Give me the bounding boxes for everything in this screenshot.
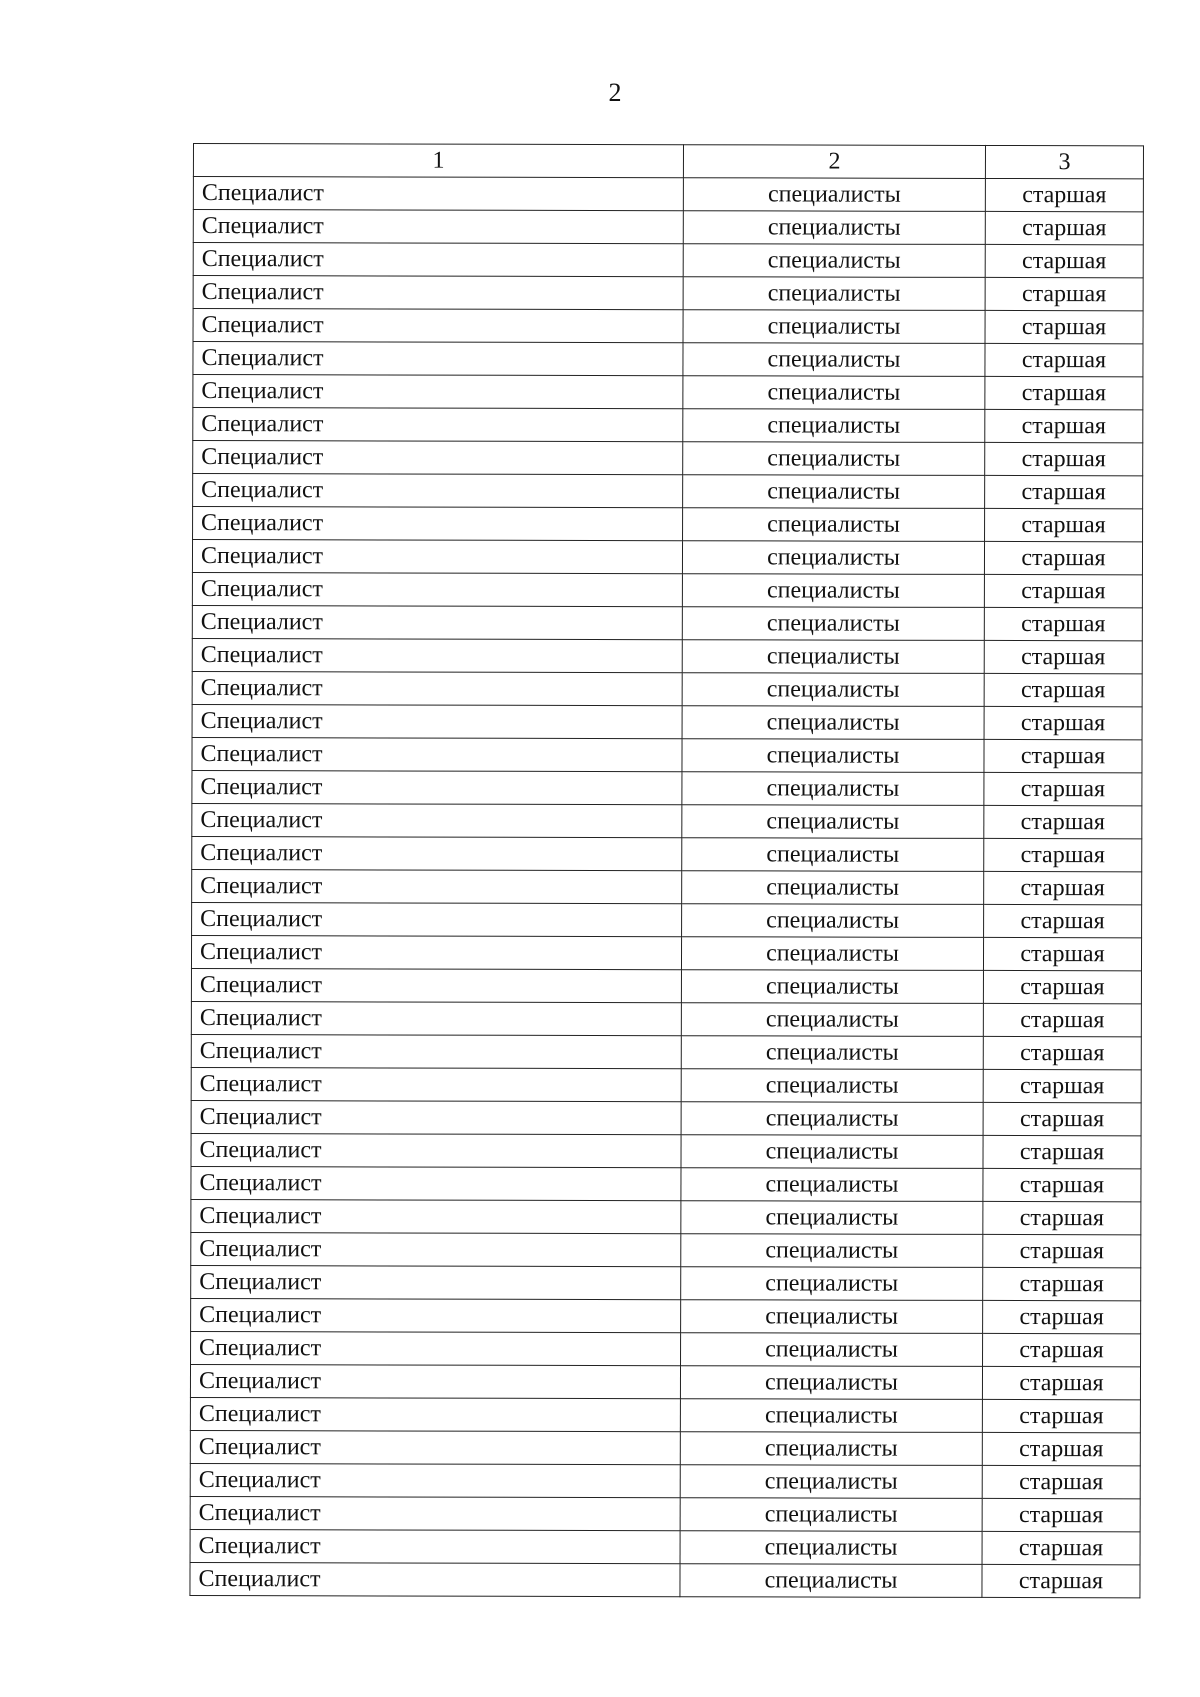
table-header (193, 144, 1143, 179)
position-group-cell: специалисты (683, 343, 985, 377)
position-group-cell: специалисты (683, 244, 985, 278)
table-row (193, 507, 1143, 542)
position-category-cell: старшая (984, 871, 1142, 904)
position-category-cell: старшая (983, 1003, 1141, 1036)
table-row (193, 177, 1143, 212)
position-category-cell: старшая (985, 310, 1143, 343)
position-name-cell: Специалист (193, 375, 683, 409)
table-row (193, 309, 1143, 344)
position-group-cell: специалисты (681, 1201, 983, 1235)
position-name-cell: Специалист (190, 1430, 680, 1464)
position-group-cell: специалисты (683, 442, 985, 476)
position-group-cell: специалисты (681, 1003, 983, 1037)
position-category-cell: старшая (982, 1564, 1140, 1597)
position-category-cell: старшая (982, 1399, 1140, 1432)
position-name-cell: Специалист (190, 1364, 680, 1398)
table-row (192, 770, 1142, 805)
position-category-cell: старшая (985, 409, 1143, 442)
table-row (193, 210, 1143, 245)
position-category-cell: старшая (984, 640, 1142, 673)
position-name-cell: Специалист (190, 1463, 680, 1497)
position-category-cell: старшая (982, 1432, 1140, 1465)
position-group-cell: специалисты (681, 1300, 983, 1334)
position-group-cell: специалисты (683, 178, 985, 212)
table-row (191, 1232, 1141, 1267)
position-group-cell: специалисты (681, 1333, 983, 1367)
position-group-cell: специалисты (682, 871, 984, 905)
position-group-cell: специалисты (681, 937, 983, 971)
position-name-cell: Специалист (193, 243, 683, 277)
position-group-cell: специалисты (681, 1267, 983, 1301)
position-category-cell: старшая (983, 970, 1141, 1003)
position-category-cell: старшая (985, 442, 1143, 475)
table-row (192, 836, 1142, 871)
position-category-cell: старшая (984, 772, 1142, 805)
table-row (192, 902, 1142, 937)
position-category-cell: старшая (983, 1102, 1141, 1135)
position-group-cell: специалисты (681, 1168, 983, 1202)
table-row (193, 441, 1143, 476)
position-group-cell: специалисты (682, 838, 984, 872)
table-row (193, 408, 1143, 443)
table-row (192, 540, 1142, 575)
table-row (193, 375, 1143, 410)
column-header-2: 2 (683, 145, 985, 179)
position-name-cell: Специалист (192, 671, 682, 705)
position-category-cell: старшая (985, 376, 1143, 409)
table-row (191, 968, 1141, 1003)
position-group-cell: специалисты (680, 1465, 982, 1499)
page-number: 2 (608, 78, 622, 107)
position-name-cell: Специалист (192, 540, 682, 574)
table-row (191, 1133, 1141, 1168)
position-name-cell: Специалист (192, 836, 682, 870)
position-name-cell: Специалист (191, 1265, 681, 1299)
position-category-cell: старшая (984, 805, 1142, 838)
position-category-cell: старшая (984, 673, 1142, 706)
position-name-cell: Специалист (191, 1034, 681, 1068)
position-group-cell: специалисты (683, 211, 985, 245)
position-name-cell: Специалист (191, 1199, 681, 1233)
position-name-cell: Специалист (193, 441, 683, 475)
position-name-cell: Специалист (191, 935, 681, 969)
position-category-cell: старшая (985, 244, 1143, 277)
table-row (193, 276, 1143, 311)
position-category-cell: старшая (984, 838, 1142, 871)
position-name-cell: Специалист (192, 704, 682, 738)
position-group-cell: специалисты (683, 508, 985, 542)
column-header-3: 3 (985, 145, 1143, 178)
position-category-cell: старшая (983, 1168, 1141, 1201)
position-category-cell: старшая (983, 937, 1141, 970)
position-category-cell: старшая (983, 1333, 1141, 1366)
table-row (190, 1364, 1140, 1399)
position-group-cell: специалисты (680, 1432, 982, 1466)
table-row (190, 1562, 1140, 1597)
table-header-row (193, 144, 1143, 179)
position-name-cell: Специалист (191, 1298, 681, 1332)
position-group-cell: специалисты (682, 772, 984, 806)
table-row (190, 1463, 1140, 1498)
position-group-cell: специалисты (682, 541, 984, 575)
position-group-cell: специалисты (680, 1564, 982, 1598)
table-row (192, 605, 1142, 640)
position-name-cell: Специалист (193, 210, 683, 244)
position-name-cell: Специалист (191, 1331, 681, 1365)
position-category-cell: старшая (982, 1498, 1140, 1531)
table-row (192, 737, 1142, 772)
position-name-cell: Специалист (191, 1100, 681, 1134)
position-category-cell: старшая (984, 607, 1142, 640)
table-row (191, 1001, 1141, 1036)
position-name-cell: Специалист (190, 1562, 680, 1596)
position-group-cell: специалисты (681, 1069, 983, 1103)
position-group-cell: специалисты (682, 574, 984, 608)
table-row (191, 1034, 1141, 1069)
position-name-cell: Специалист (192, 869, 682, 903)
position-name-cell: Специалист (191, 968, 681, 1002)
position-category-cell: старшая (983, 1300, 1141, 1333)
position-group-cell: специалисты (683, 475, 985, 509)
position-group-cell: специалисты (681, 1135, 983, 1169)
table-row (192, 704, 1142, 739)
position-category-cell: старшая (982, 1531, 1140, 1564)
position-name-cell: Специалист (192, 803, 682, 837)
position-category-cell: старшая (983, 1135, 1141, 1168)
position-name-cell: Специалист (192, 572, 682, 606)
position-category-cell: старшая (984, 574, 1142, 607)
position-category-cell: старшая (985, 508, 1143, 541)
table-row (191, 935, 1141, 970)
position-name-cell: Специалист (190, 1397, 680, 1431)
position-name-cell: Специалист (190, 1496, 680, 1530)
table-row (190, 1430, 1140, 1465)
table-row (192, 638, 1142, 673)
position-group-cell: специалисты (682, 607, 984, 641)
position-name-cell: Специалист (193, 309, 683, 343)
table-row (193, 243, 1143, 278)
position-group-cell: специалисты (683, 310, 985, 344)
position-group-cell: специалисты (682, 673, 984, 707)
position-group-cell: специалисты (683, 376, 985, 410)
position-name-cell: Специалист (193, 276, 683, 310)
position-group-cell: специалисты (683, 277, 985, 311)
position-category-cell: старшая (984, 541, 1142, 574)
position-name-cell: Специалист (191, 1001, 681, 1035)
table-row (191, 1298, 1141, 1333)
column-header-1: 1 (193, 144, 683, 178)
position-name-cell: Специалист (193, 474, 683, 508)
position-name-cell: Специалист (192, 638, 682, 672)
position-group-cell: специалисты (680, 1531, 982, 1565)
table-row (192, 572, 1142, 607)
position-category-cell: старшая (985, 211, 1143, 244)
table-row (193, 474, 1143, 509)
position-name-cell: Специалист (190, 1529, 680, 1563)
position-name-cell: Специалист (193, 342, 683, 376)
position-category-cell: старшая (983, 1201, 1141, 1234)
position-name-cell: Специалист (191, 1166, 681, 1200)
position-group-cell: специалисты (683, 409, 985, 443)
position-category-cell: старшая (982, 1366, 1140, 1399)
position-category-cell: старшая (983, 1267, 1141, 1300)
position-category-cell: старшая (985, 343, 1143, 376)
table-row (192, 671, 1142, 706)
table-row (191, 1166, 1141, 1201)
table-row (190, 1496, 1140, 1531)
position-group-cell: специалисты (682, 706, 984, 740)
position-group-cell: специалисты (680, 1366, 982, 1400)
position-category-cell: старшая (982, 1465, 1140, 1498)
position-group-cell: специалисты (681, 1036, 983, 1070)
position-category-cell: старшая (984, 706, 1142, 739)
table-row (191, 1067, 1141, 1102)
position-category-cell: старшая (983, 1036, 1141, 1069)
position-category-cell: старшая (985, 277, 1143, 310)
table-row (193, 342, 1143, 377)
table-row (191, 1199, 1141, 1234)
position-group-cell: специалисты (681, 1102, 983, 1136)
position-name-cell: Специалист (193, 507, 683, 541)
table-row (191, 1331, 1141, 1366)
position-name-cell: Специалист (191, 1067, 681, 1101)
position-category-cell: старшая (983, 1069, 1141, 1102)
position-name-cell: Специалист (193, 408, 683, 442)
position-group-cell: специалисты (682, 904, 984, 938)
position-group-cell: специалисты (682, 640, 984, 674)
table-row (191, 1100, 1141, 1135)
table-row (190, 1529, 1140, 1564)
table-row (192, 869, 1142, 904)
position-group-cell: специалисты (680, 1399, 982, 1433)
position-group-cell: специалисты (682, 805, 984, 839)
position-name-cell: Специалист (191, 1232, 681, 1266)
position-group-cell: специалисты (682, 739, 984, 773)
table-row (190, 1397, 1140, 1432)
position-name-cell: Специалист (193, 177, 683, 211)
table-row (191, 1265, 1141, 1300)
position-name-cell: Специалист (192, 605, 682, 639)
position-name-cell: Специалист (192, 902, 682, 936)
position-category-cell: старшая (985, 475, 1143, 508)
position-name-cell: Специалист (192, 770, 682, 804)
position-category-cell: старшая (984, 739, 1142, 772)
position-category-cell: старшая (985, 178, 1143, 211)
position-group-cell: специалисты (680, 1498, 982, 1532)
positions-table (189, 143, 1144, 1598)
position-category-cell: старшая (984, 904, 1142, 937)
table-body (190, 177, 1143, 1598)
position-name-cell: Специалист (192, 737, 682, 771)
table-row (192, 803, 1142, 838)
position-group-cell: специалисты (681, 970, 983, 1004)
position-name-cell: Специалист (191, 1133, 681, 1167)
position-group-cell: специалисты (681, 1234, 983, 1268)
position-category-cell: старшая (983, 1234, 1141, 1267)
